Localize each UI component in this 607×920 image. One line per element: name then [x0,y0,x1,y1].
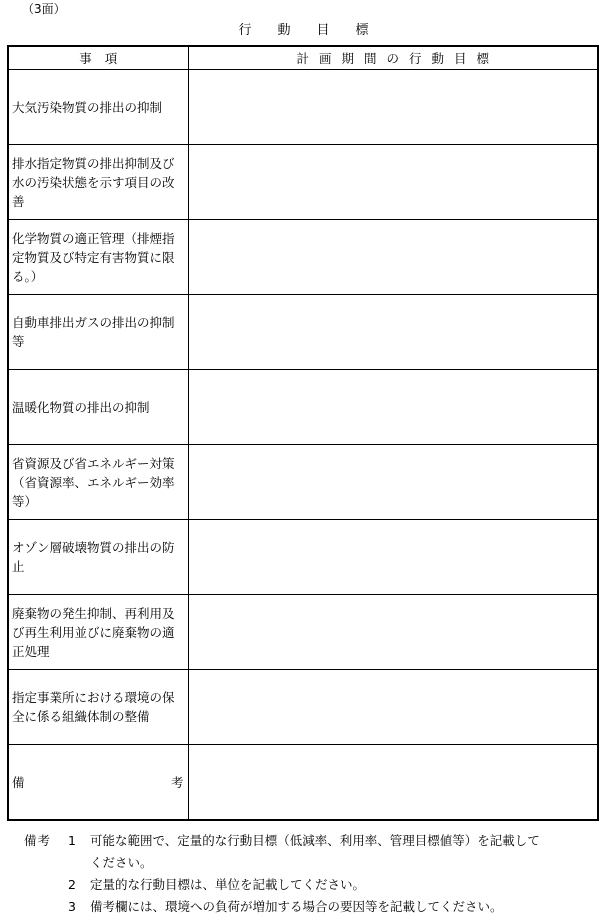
column-header-period-goal: 計画期間の行動目標 [188,46,598,70]
item-label: 排水指定物質の排出抑制及び水の汚染状態を示す項目の改善 [8,145,188,220]
note-number: 2 [68,877,76,892]
note-continuation [24,852,594,874]
goal-input-cell[interactable] [188,295,598,370]
notes-section [24,830,594,918]
table-row [8,70,598,145]
item-label: オゾン層破壊物質の排出の防止 [8,520,188,595]
item-label: 指定事業所における環境の保全に係る組織体制の整備 [8,670,188,745]
item-label: 自動車排出ガスの排出の抑制等 [8,295,188,370]
table-row [8,595,598,670]
note-text: 可能な範囲で、定量的な行動目標（低減率、利用率、管理目標値等）を記載して [90,833,540,848]
goal-input-cell[interactable] [188,670,598,745]
column-header-item: 事項 [8,46,188,70]
table-row [8,220,598,295]
notes-label-spacer [24,874,68,896]
action-goals-table [7,45,599,821]
goal-input-cell[interactable] [188,220,598,295]
remarks-label-left: 備 [12,774,25,790]
remarks-label-right: 考 [170,774,184,790]
table-header-row [8,46,598,70]
item-label: 大気汚染物質の排出の抑制 [8,70,188,145]
note-text: 備考欄には、環境への負荷が増加する場合の要因等を記載してください。 [90,899,503,914]
item-label: 省資源及び省エネルギー対策（省資源率、エネルギー効率等） [8,445,188,520]
form-title: 行動目標 [238,23,395,38]
table-row [8,520,598,595]
goal-input-cell[interactable] [188,70,598,145]
item-label: 化学物質の適正管理（排煙指定物質及び特定有害物質に限る。） [8,220,188,295]
remarks-label-cell [8,745,188,821]
goal-input-cell[interactable] [188,595,598,670]
note-text-continued: ください。 [90,855,153,870]
table-row [8,145,598,220]
goal-input-cell[interactable] [188,445,598,520]
note-item [24,830,594,852]
note-item [24,896,594,918]
note-number: 1 [68,833,76,848]
item-label: 温暖化物質の排出の抑制 [8,370,188,445]
table-row [8,295,598,370]
item-label: 廃棄物の発生抑制、再利用及び再生利用並びに廃棄物の適正処理 [8,595,188,670]
table-row [8,370,598,445]
note-item [24,874,594,896]
goal-input-cell[interactable] [188,370,598,445]
notes-label: 備考 [24,833,52,848]
goal-input-cell[interactable] [188,520,598,595]
table-row [8,670,598,745]
note-number: 3 [68,899,76,914]
table-row [8,445,598,520]
goal-input-cell[interactable] [188,145,598,220]
notes-label-spacer [24,896,68,918]
remarks-input-cell[interactable] [188,745,598,821]
remarks-row [8,745,598,821]
page-number-label: （3面） [22,2,66,16]
note-text: 定量的な行動目標は、単位を記載してください。 [90,877,366,892]
